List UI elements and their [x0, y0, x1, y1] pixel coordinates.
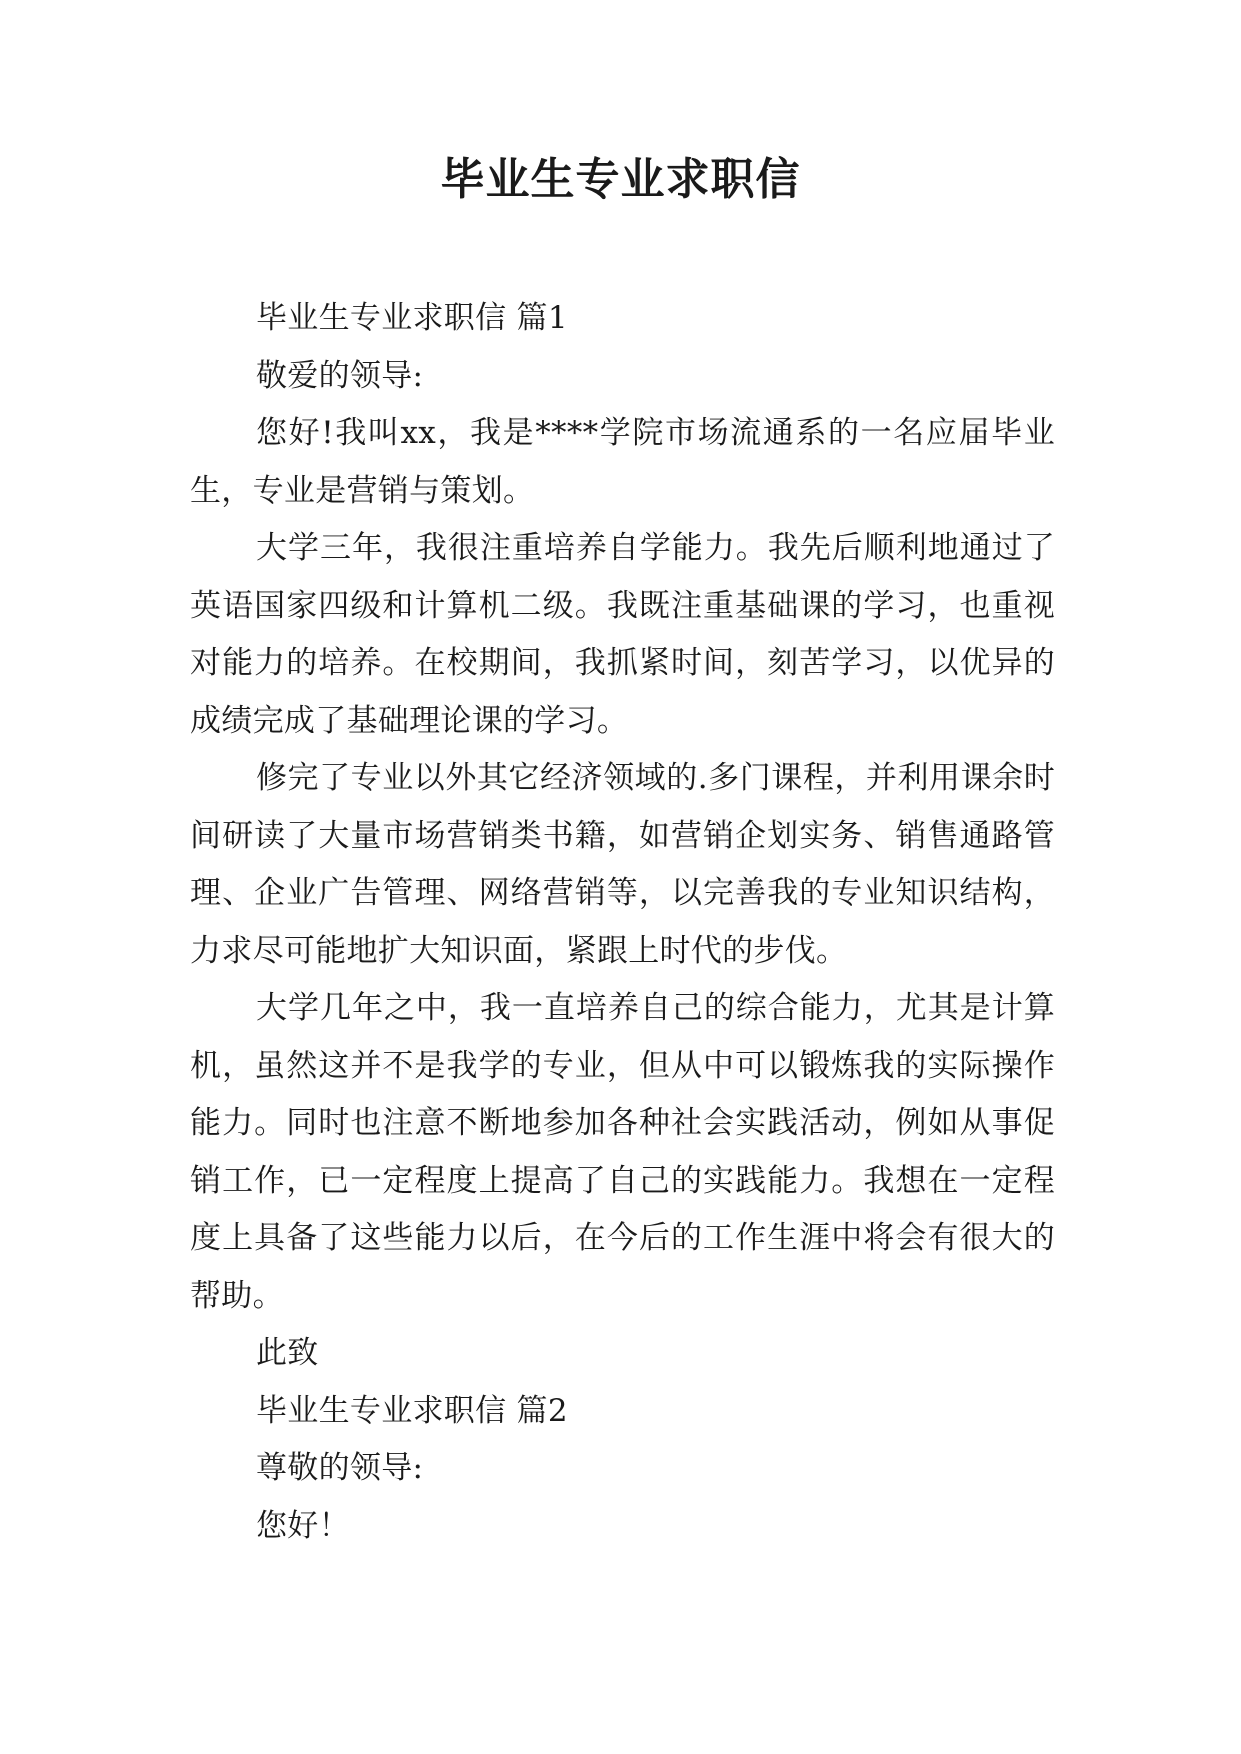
salutation-1: 敬爱的领导:	[256, 357, 424, 394]
section-heading-2: 毕业生专业求职信 篇2	[256, 1392, 568, 1429]
salutation-2: 尊敬的领导:	[256, 1450, 424, 1486]
closing-line: 此致	[256, 1335, 319, 1371]
document-title: 毕业生专业求职信	[440, 154, 801, 205]
paragraph-abilities: 大学几年之中，我一直培养自己的综合能力，尤其是计算机，虽然这并不是我学的专业，但从中可以锻炼我的实际操作能力。同时也注意不断地参加各种社会实践活动，例如从事促销工作，已一定程度上提高了自己的实践能力。我想在一定程度上具备了这些能力以后，在今后的工作生涯中将会有很大的帮助。	[190, 990, 1055, 1314]
document-body	[190, 290, 1055, 1555]
paragraph-intro: 您好!我叫xx，我是****学院市场流通系的一名应届毕业生，专业是营销与策划。	[190, 415, 1055, 509]
paragraph-courses: 修完了专业以外其它经济领域的.多门课程，并利用课余时间研读了大量市场营销类书籍，如营销企划实务、销售通路管理、企业广告管理、网络营销等，以完善我的专业知识结构，力求尽可能地扩大知识面，紧跟上时代的步伐。	[190, 760, 1055, 969]
greeting-2: 您好！	[256, 1507, 350, 1544]
section-heading-1: 毕业生专业求职信 篇1	[256, 300, 568, 336]
paragraph-study: 大学三年，我很注重培养自学能力。我先后顺利地通过了英语国家四级和计算机二级。我既注重基础课的学习，也重视对能力的培养。在校期间，我抓紧时间，刻苦学习，以优异的成绩完成了基础理论课的学习。	[190, 530, 1055, 739]
